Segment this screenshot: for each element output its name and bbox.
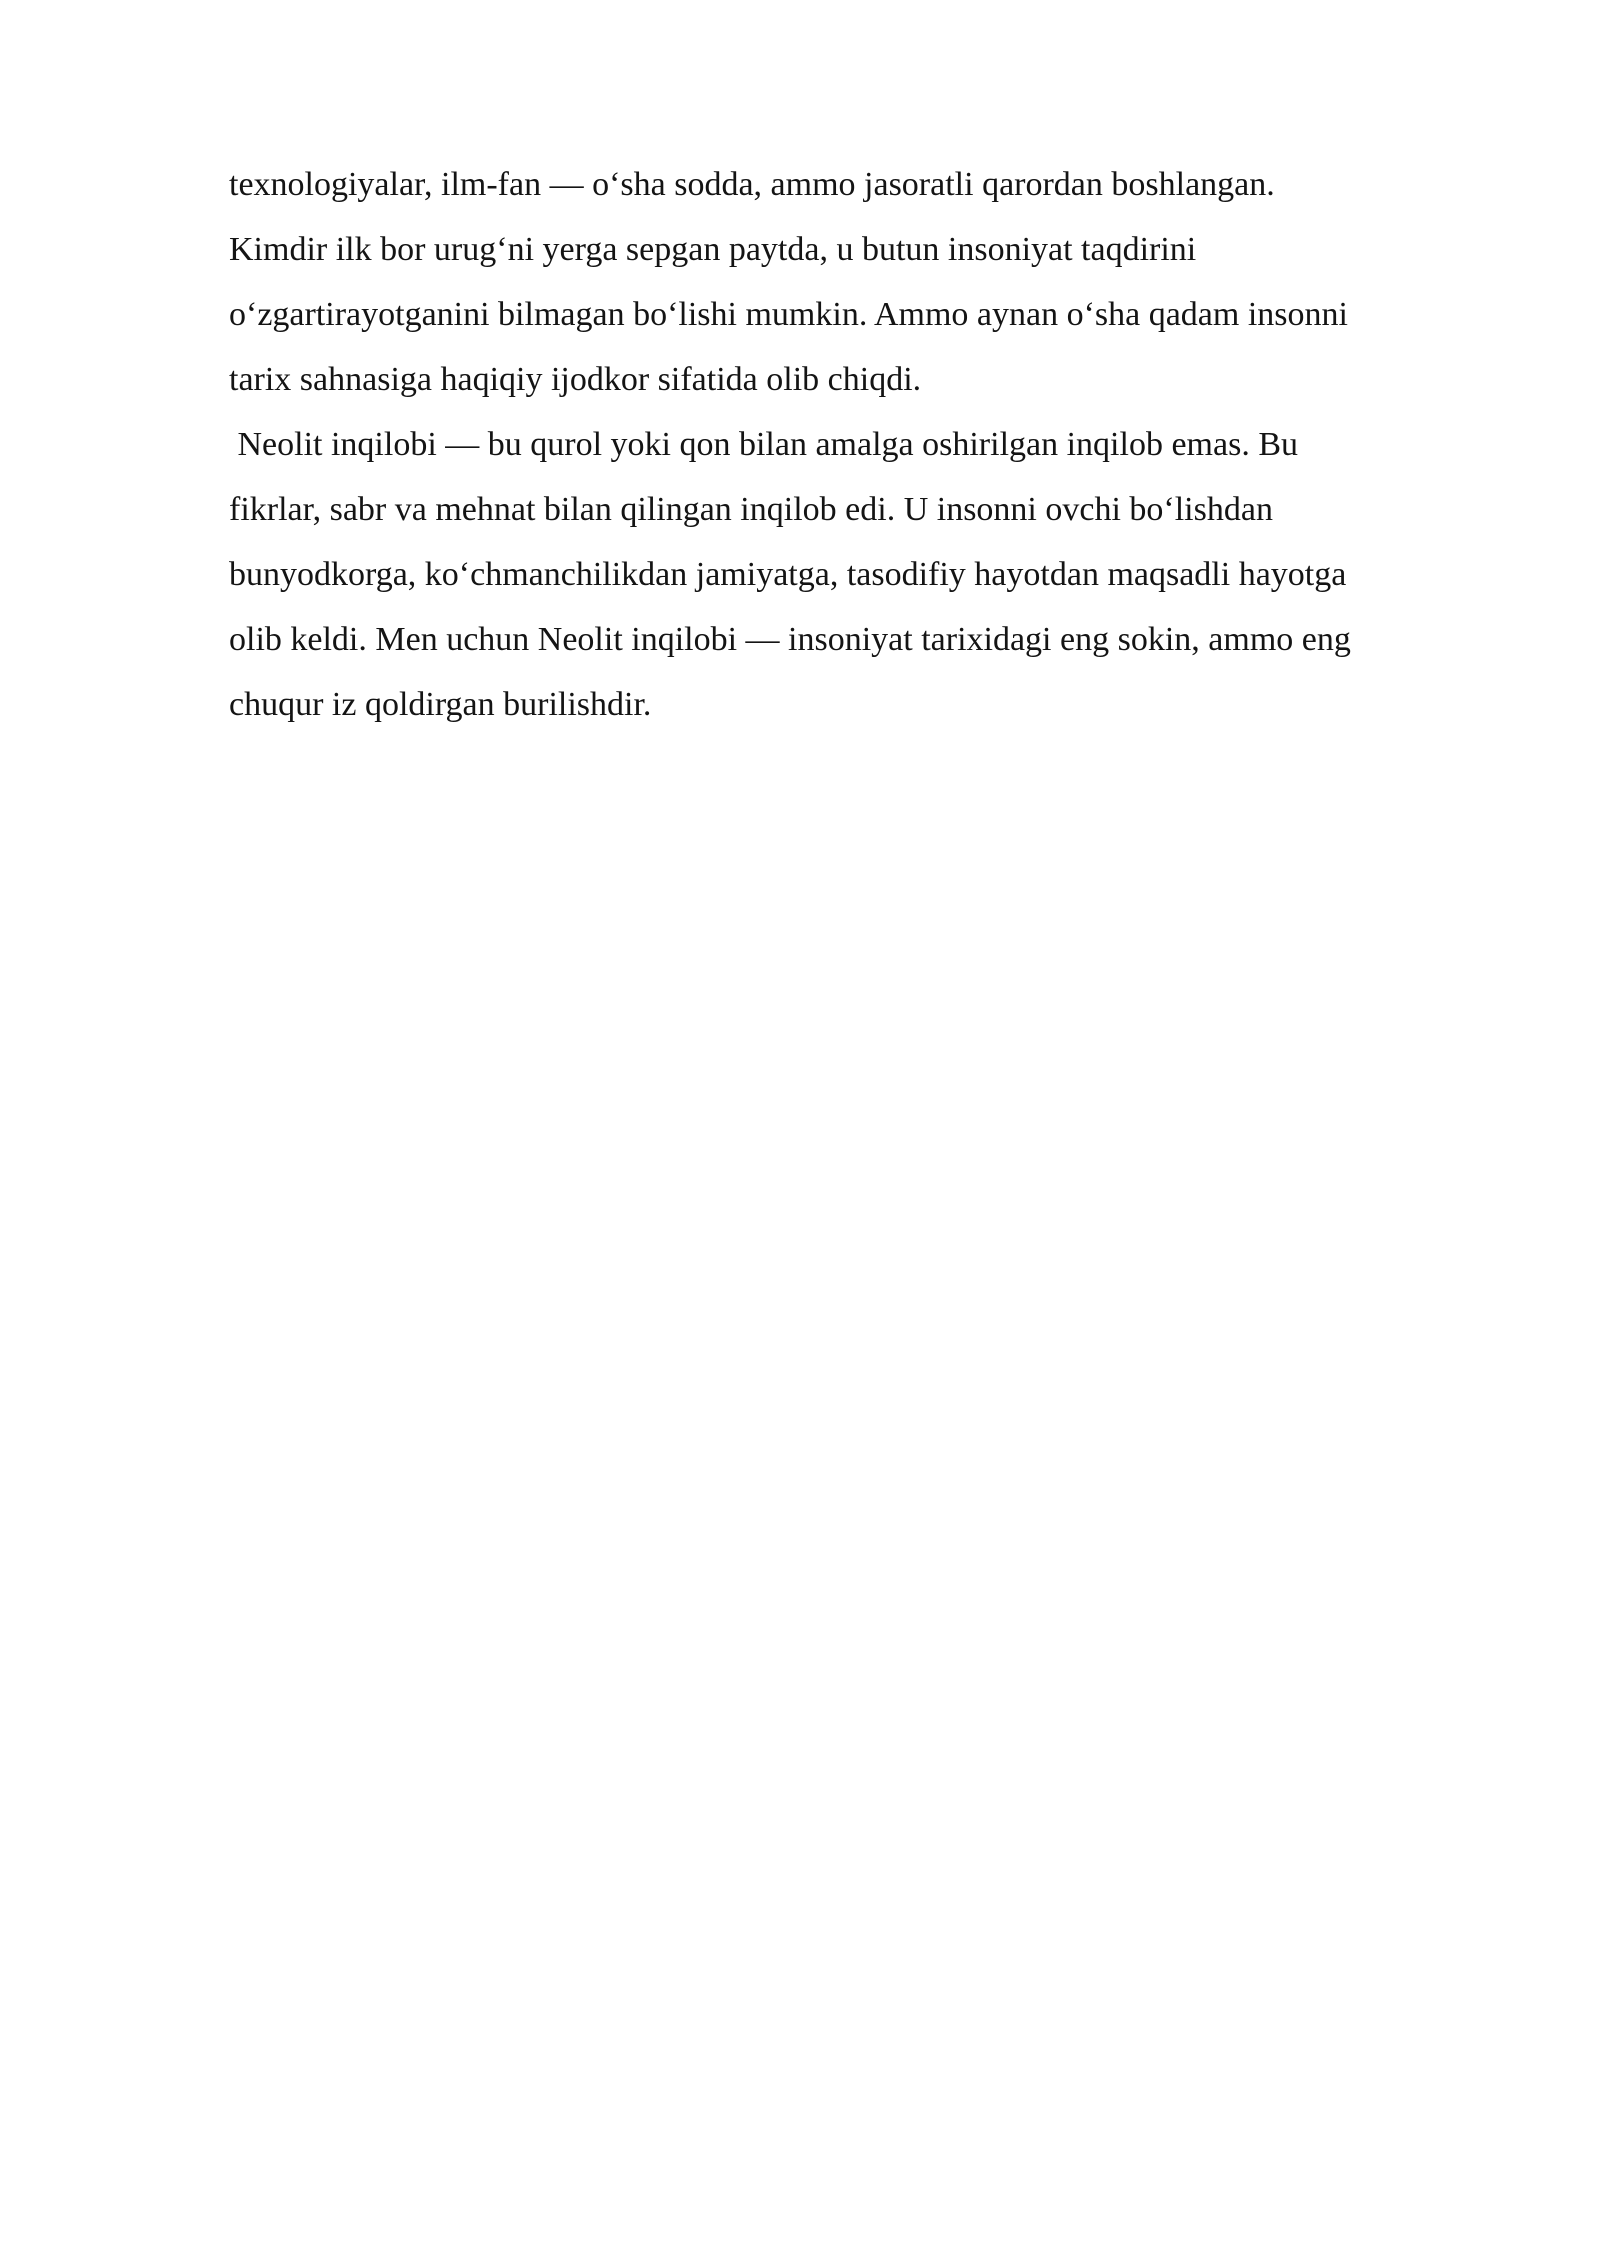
body-text [229, 152, 1479, 737]
text-line: tarix sahnasiga haqiqiy ijodkor sifatida olib chiqdi. [229, 361, 922, 398]
text-line: Neolit inqilobi — bu qurol yoki qon bilan amalga oshirilgan inqilob emas. Bu [229, 426, 1298, 463]
text-line: Kimdir ilk bor urug‘ni yerga sepgan paytda, u butun insoniyat taqdirini [229, 231, 1197, 268]
text-line: bunyodkorga, ko‘chmanchilikdan jamiyatga, tasodifiy hayotdan maqsadli hayotga [229, 556, 1347, 593]
text-line: chuqur iz qoldirgan burilishdir. [229, 686, 652, 723]
text-line: texnologiyalar, ilm-fan — o‘sha sodda, ammo jasoratli qarordan boshlangan. [229, 166, 1275, 203]
text-line: fikrlar, sabr va mehnat bilan qilingan inqilob edi. U insonni ovchi bo‘lishdan [229, 491, 1273, 528]
text-line: olib keldi. Men uchun Neolit inqilobi — insoniyat tarixidagi eng sokin, ammo eng [229, 621, 1351, 658]
text-line: o‘zgartirayotganini bilmagan bo‘lishi mumkin. Ammo aynan o‘sha qadam insonni [229, 296, 1348, 333]
